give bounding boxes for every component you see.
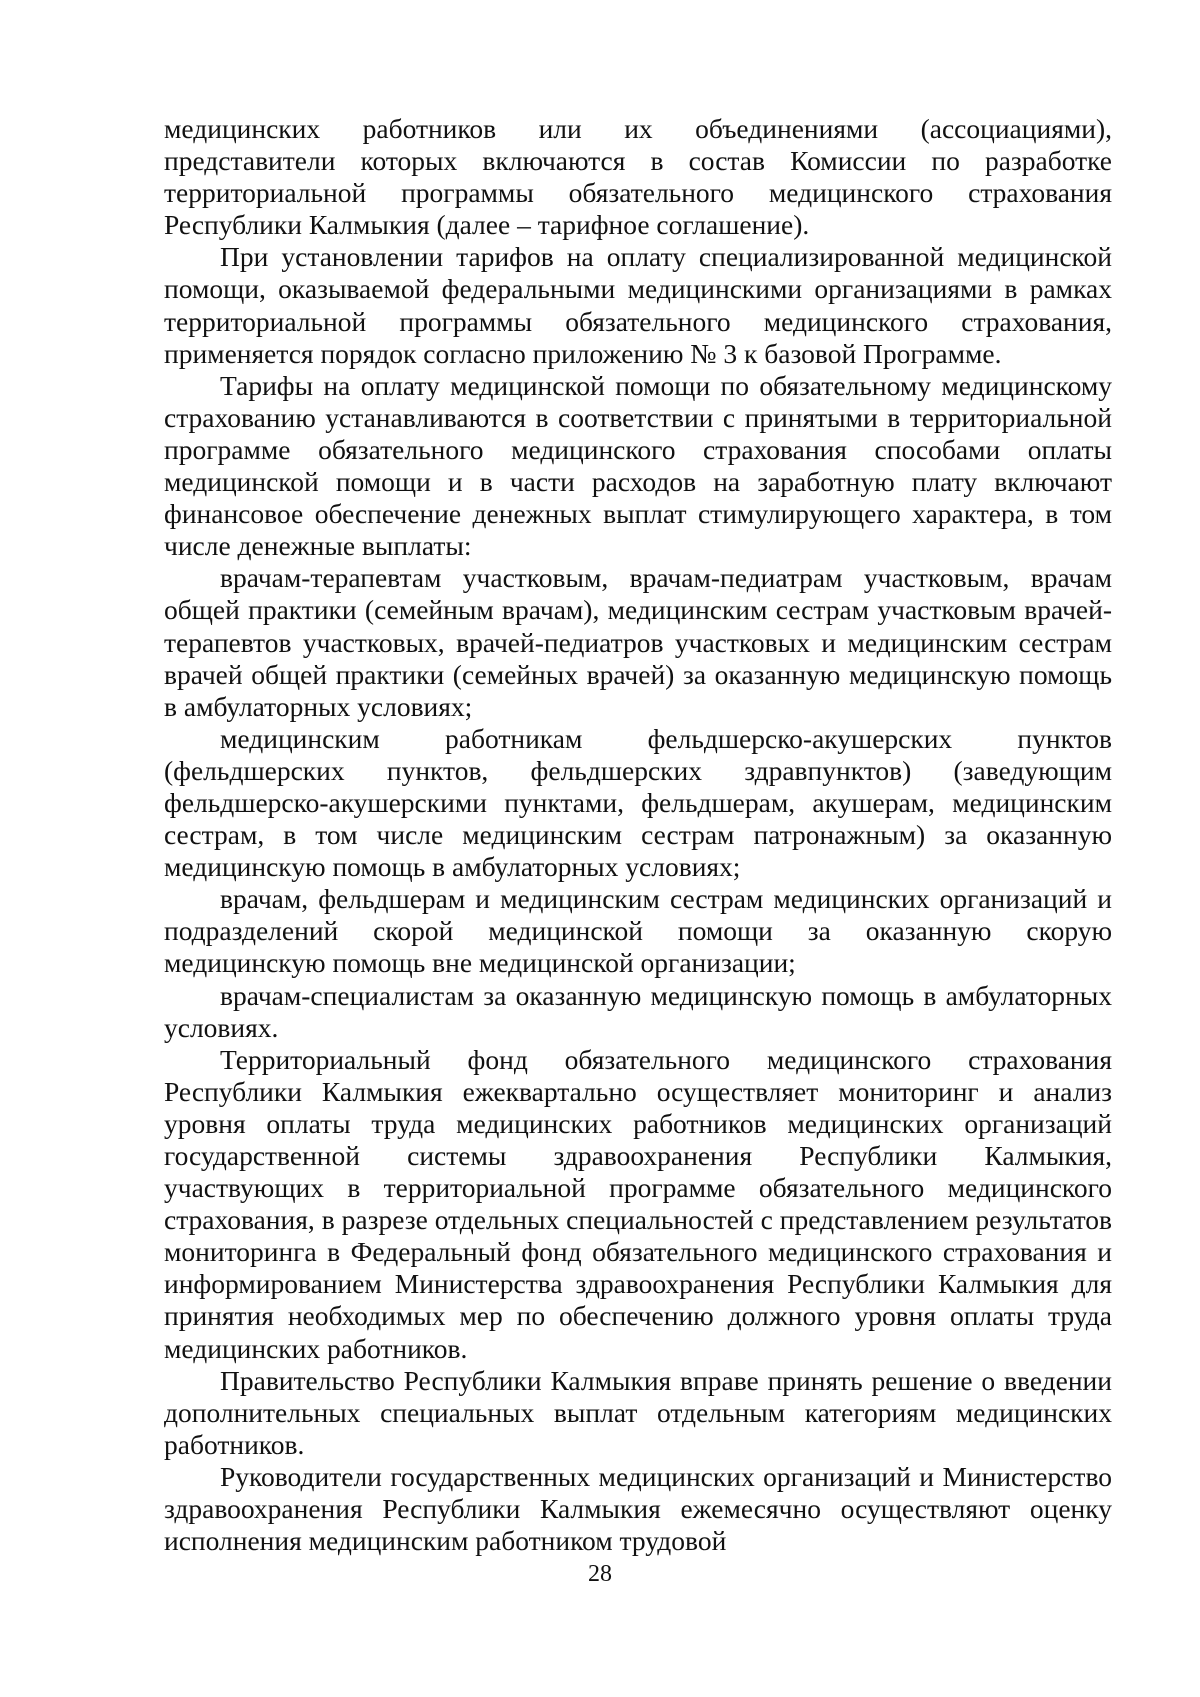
paragraph-specialists: врачам-специалистам за оказанную медицинскую помощь в амбулаторных условиях. xyxy=(164,979,1112,1043)
paragraph-feldsher-stations: медицинским работникам фельдшерско-акушерских пунктов (фельдшерских пунктов, фельдшерских здравпунктов) (заведующим фельдшерско-акушерскими пунктами, фельдшерам, акушерам, медицинским сестрам, в том числе медицинским сестрам патронажным) за оказанную медицинскую помощь в амбулаторных условиях; xyxy=(164,722,1112,883)
paragraph-tariff-specialized-care: При установлении тарифов на оплату специализированной медицинской помощи, оказываемой федеральными медицинскими организациями в рамках территориальной программы обязательного медицинского страхования, применяется порядок согласно приложению № 3 к базовой Программе. xyxy=(164,241,1112,369)
paragraph-managers-assessment: Руководители государственных медицинских организаций и Министерство здравоохранения Республики Калмыкия ежемесячно осуществляют оценку исполнения медицинским работником трудовой xyxy=(164,1460,1112,1557)
page-number: 28 xyxy=(588,1561,612,1587)
body-text xyxy=(164,113,1112,1557)
paragraph-therapists-pediatricians: врачам-терапевтам участковым, врачам-педиатрам участковым, врачам общей практики (семейным врачам), медицинским сестрам участковым врачей-терапевтов участковых, врачей-педиатров участковых и медицинским сестрам врачей общей практики (семейных врачей) за оказанную медицинскую помощь в амбулаторных условиях; xyxy=(164,562,1112,722)
paragraph-tariffs-payment: Тарифы на оплату медицинской помощи по обязательному медицинскому страхованию устанавливаются в соответствии с принятыми в территориальной программе обязательного медицинского страхования способами оплаты медицинской помощи и в части расходов на заработную плату включают финансовое обеспечение денежных выплат стимулирующего характера, в том числе денежные выплаты: xyxy=(164,369,1112,562)
paragraph-monitoring: Территориальный фонд обязательного медицинского страхования Республики Калмыкия ежеквартально осуществляет мониторинг и анализ уровня оплаты труда медицинских работников медицинских организаций государственной системы здравоохранения Республики Калмыкия, участвующих в территориальной программе обязательного медицинского страхования, в разрезе отдельных специальностей с представлением результатов мониторинга в Федеральный фонд обязательного медицинского страхования и информированием Министерства здравоохранения Республики Калмыкия для принятия необходимых мер по обеспечению должного уровня оплаты труда медицинских работников. xyxy=(164,1043,1112,1364)
paragraph-emergency-care: врачам, фельдшерам и медицинским сестрам медицинских организаций и подразделений скорой медицинской помощи за оказанную скорую медицинскую помощь вне медицинской организации; xyxy=(164,883,1112,979)
paragraph-government-decision: Правительство Республики Калмыкия вправе принять решение о введении дополнительных специальных выплат отдельным категориям медицинских работников. xyxy=(164,1364,1112,1460)
paragraph-continuation: медицинских работников или их объединениями (ассоциациями), представители которых включаются в состав Комиссии по разработке территориальной программы обязательного медицинского страхования Республики Калмыкия (далее – тарифное соглашение). xyxy=(164,113,1112,241)
